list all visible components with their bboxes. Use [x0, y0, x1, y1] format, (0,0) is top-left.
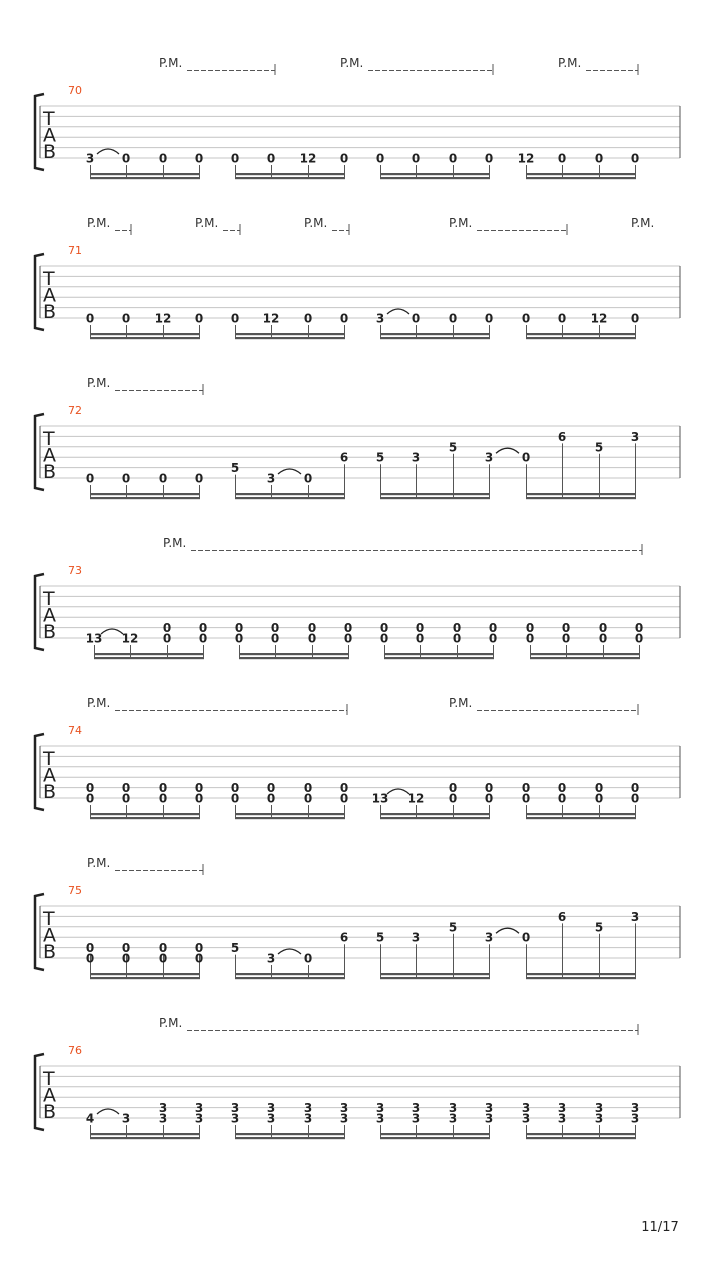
fret-number: 0: [557, 791, 567, 806]
fret-number: 0: [448, 781, 458, 796]
fret-number: 0: [121, 941, 131, 956]
fret-number: 0: [266, 781, 276, 796]
fret-number: 0: [634, 621, 644, 636]
fret-number: 3: [266, 1111, 276, 1126]
fret-number: 0: [484, 781, 494, 796]
tab-clef-letter: B: [43, 461, 57, 483]
beam: [90, 813, 200, 815]
fret-number: 3: [230, 1111, 240, 1126]
fret-number: 0: [158, 471, 168, 486]
fret-number: 0: [303, 951, 313, 966]
beam: [235, 977, 345, 979]
fret-number: 3: [557, 1101, 567, 1116]
beam: [380, 173, 490, 175]
beam: [526, 497, 636, 499]
beam: [90, 497, 200, 499]
fret-number: 0: [630, 151, 640, 166]
fret-number: 0: [521, 450, 531, 465]
palm-mute-label: P.M.: [87, 216, 111, 230]
fret-number: 0: [594, 791, 604, 806]
fret-number: 3: [375, 1101, 385, 1116]
fret-number: 0: [121, 311, 131, 326]
bar-number: 71: [68, 244, 82, 257]
bar-number: 74: [68, 724, 82, 737]
beam: [235, 177, 345, 179]
beam: [380, 177, 490, 179]
fret-number: 0: [488, 631, 498, 646]
fret-number: 3: [411, 930, 421, 945]
fret-number: 3: [158, 1101, 168, 1116]
fret-number: 0: [270, 631, 280, 646]
fret-number: 0: [415, 621, 425, 636]
fret-number: 0: [557, 781, 567, 796]
fret-number: 0: [303, 471, 313, 486]
fret-number: 3: [158, 1111, 168, 1126]
fret-number: 3: [630, 429, 640, 444]
palm-mute-label: P.M.: [87, 696, 111, 710]
slur-arc: [496, 448, 519, 453]
fret-number: 5: [375, 450, 385, 465]
fret-number: 0: [121, 471, 131, 486]
beam: [235, 497, 345, 499]
fret-number: 0: [521, 791, 531, 806]
fret-number: 0: [448, 791, 458, 806]
fret-number: 3: [121, 1111, 131, 1126]
fret-number: 0: [411, 311, 421, 326]
fret-number: 5: [594, 440, 604, 455]
beam: [90, 973, 200, 975]
beam: [380, 1137, 490, 1139]
palm-mute-label: P.M.: [449, 216, 473, 230]
fret-number: 5: [448, 440, 458, 455]
tab-clef-letter: T: [43, 908, 55, 930]
fret-number: 12: [121, 631, 139, 646]
bar-number: 72: [68, 404, 82, 417]
fret-number: 0: [158, 151, 168, 166]
fret-number: 0: [343, 621, 353, 636]
fret-number: 0: [448, 311, 458, 326]
tab-clef-letter: B: [43, 301, 57, 323]
beam: [235, 1137, 345, 1139]
beam: [384, 653, 494, 655]
fret-number: 3: [484, 1101, 494, 1116]
fret-number: 0: [230, 311, 240, 326]
beam: [526, 1133, 636, 1135]
fret-number: 0: [521, 930, 531, 945]
fret-number: 3: [594, 1111, 604, 1126]
beam: [90, 493, 200, 495]
fret-number: 0: [598, 631, 608, 646]
fret-number: 12: [154, 311, 172, 326]
fret-number: 3: [194, 1111, 204, 1126]
fret-number: 3: [375, 1111, 385, 1126]
beam: [530, 653, 640, 655]
fret-number: 12: [407, 791, 425, 806]
palm-mute-label: P.M.: [340, 56, 364, 70]
fret-number: 3: [484, 450, 494, 465]
fret-number: 5: [594, 920, 604, 935]
tab-clef-letter: A: [43, 604, 56, 627]
bar-number: 76: [68, 1044, 82, 1057]
fret-number: 6: [557, 909, 567, 924]
fret-number: 3: [303, 1101, 313, 1116]
tab-clef-letter: T: [43, 588, 55, 610]
beam: [380, 973, 490, 975]
fret-number: 0: [158, 941, 168, 956]
slur-arc: [278, 469, 301, 474]
tab-clef-letter: T: [43, 748, 55, 770]
beam: [90, 1137, 200, 1139]
fret-number: 0: [484, 311, 494, 326]
beam: [380, 333, 490, 335]
fret-number: 0: [85, 311, 95, 326]
fret-number: 3: [266, 471, 276, 486]
fret-number: 0: [452, 631, 462, 646]
fret-number: 0: [594, 151, 604, 166]
fret-number: 3: [230, 1101, 240, 1116]
fret-number: 3: [339, 1111, 349, 1126]
fret-number: 0: [121, 151, 131, 166]
beam: [239, 657, 349, 659]
fret-number: 0: [525, 631, 535, 646]
fret-number: 0: [198, 621, 208, 636]
fret-number: 0: [158, 791, 168, 806]
fret-number: 3: [266, 1101, 276, 1116]
beam: [90, 817, 200, 819]
fret-number: 3: [594, 1101, 604, 1116]
fret-number: 0: [85, 941, 95, 956]
beam: [380, 977, 490, 979]
beam: [526, 817, 636, 819]
beam: [235, 333, 345, 335]
fret-number: 5: [375, 930, 385, 945]
slur-arc: [496, 928, 519, 933]
beam: [235, 337, 345, 339]
fret-number: 5: [448, 920, 458, 935]
fret-number: 0: [121, 781, 131, 796]
beam: [235, 973, 345, 975]
fret-number: 0: [230, 791, 240, 806]
fret-number: 0: [307, 621, 317, 636]
fret-number: 3: [194, 1101, 204, 1116]
fret-number: 0: [194, 791, 204, 806]
fret-number: 3: [375, 311, 385, 326]
fret-number: 0: [303, 781, 313, 796]
fret-number: 0: [194, 151, 204, 166]
tab-clef-letter: B: [43, 1101, 57, 1123]
fret-number: 0: [557, 151, 567, 166]
beam: [235, 493, 345, 495]
fret-number: 0: [594, 781, 604, 796]
fret-number: 12: [299, 151, 317, 166]
fret-number: 3: [484, 1111, 494, 1126]
slur-arc: [97, 1109, 119, 1114]
fret-number: 0: [634, 631, 644, 646]
fret-number: 3: [630, 1111, 640, 1126]
fret-number: 0: [307, 631, 317, 646]
palm-mute-label: P.M.: [159, 1016, 183, 1030]
beam: [526, 1137, 636, 1139]
tab-clef-letter: A: [43, 284, 56, 307]
beam: [90, 977, 200, 979]
palm-mute-label: P.M.: [304, 216, 328, 230]
tab-clef-letter: B: [43, 941, 57, 963]
fret-number: 0: [448, 151, 458, 166]
tab-clef-letter: B: [43, 141, 57, 163]
fret-number: 3: [266, 951, 276, 966]
fret-number: 0: [158, 781, 168, 796]
fret-number: 13: [371, 791, 389, 806]
fret-number: 0: [270, 621, 280, 636]
fret-number: 0: [85, 471, 95, 486]
fret-number: 13: [85, 631, 103, 646]
beam: [380, 337, 490, 339]
beam: [530, 657, 640, 659]
fret-number: 0: [121, 951, 131, 966]
fret-number: 0: [339, 791, 349, 806]
palm-mute-label: P.M.: [87, 376, 111, 390]
fret-number: 0: [303, 791, 313, 806]
fret-number: 0: [230, 781, 240, 796]
fret-number: 6: [557, 429, 567, 444]
beam: [235, 173, 345, 175]
bar-number: 70: [68, 84, 82, 97]
fret-number: 0: [234, 631, 244, 646]
fret-number: 0: [630, 791, 640, 806]
slur-arc: [101, 629, 123, 634]
tab-clef-letter: T: [43, 428, 55, 450]
fret-number: 0: [598, 621, 608, 636]
fret-number: 3: [557, 1111, 567, 1126]
tab-clef-letter: B: [43, 621, 57, 643]
palm-mute-label: P.M.: [163, 536, 187, 550]
fret-number: 0: [488, 621, 498, 636]
fret-number: 0: [162, 621, 172, 636]
palm-mute-label: P.M.: [631, 216, 655, 230]
fret-number: 0: [521, 781, 531, 796]
fret-number: 0: [198, 631, 208, 646]
fret-number: 0: [415, 631, 425, 646]
fret-number: 6: [339, 450, 349, 465]
fret-number: 0: [85, 781, 95, 796]
beam: [526, 977, 636, 979]
fret-number: 12: [262, 311, 280, 326]
fret-number: 3: [448, 1111, 458, 1126]
fret-number: 0: [561, 621, 571, 636]
fret-number: 0: [379, 621, 389, 636]
fret-number: 0: [557, 311, 567, 326]
fret-number: 0: [452, 621, 462, 636]
tab-clef-letter: T: [43, 1068, 55, 1090]
fret-number: 4: [85, 1111, 95, 1126]
fret-number: 0: [484, 151, 494, 166]
fret-number: 0: [343, 631, 353, 646]
fret-number: 0: [266, 151, 276, 166]
fret-number: 3: [411, 1111, 421, 1126]
beam: [380, 493, 490, 495]
fret-number: 0: [303, 311, 313, 326]
palm-mute-label: P.M.: [449, 696, 473, 710]
fret-number: 0: [85, 951, 95, 966]
fret-number: 0: [194, 781, 204, 796]
fret-number: 0: [561, 631, 571, 646]
fret-number: 0: [266, 791, 276, 806]
fret-number: 0: [630, 781, 640, 796]
slur-arc: [97, 149, 119, 154]
beam: [90, 333, 200, 335]
slur-arc: [387, 789, 409, 794]
beam: [90, 177, 200, 179]
fret-number: 0: [194, 471, 204, 486]
beam: [94, 657, 204, 659]
fret-number: 3: [484, 930, 494, 945]
fret-number: 0: [630, 311, 640, 326]
fret-number: 5: [230, 941, 240, 956]
palm-mute-label: P.M.: [558, 56, 582, 70]
fret-number: 0: [484, 791, 494, 806]
fret-number: 12: [590, 311, 608, 326]
fret-number: 0: [162, 631, 172, 646]
beam: [380, 497, 490, 499]
fret-number: 3: [448, 1101, 458, 1116]
fret-number: 3: [630, 909, 640, 924]
tab-clef-letter: A: [43, 1084, 56, 1107]
palm-mute-label: P.M.: [159, 56, 183, 70]
fret-number: 0: [194, 951, 204, 966]
beam: [526, 973, 636, 975]
beam: [526, 493, 636, 495]
fret-number: 0: [379, 631, 389, 646]
beam: [94, 653, 204, 655]
fret-number: 0: [411, 151, 421, 166]
palm-mute-label: P.M.: [195, 216, 219, 230]
tab-clef-letter: A: [43, 444, 56, 467]
bar-number: 75: [68, 884, 82, 897]
bar-number: 73: [68, 564, 82, 577]
tab-clef-letter: T: [43, 108, 55, 130]
fret-number: 12: [517, 151, 535, 166]
beam: [380, 1133, 490, 1135]
tab-clef-letter: A: [43, 924, 56, 947]
tab-clef-letter: T: [43, 268, 55, 290]
fret-number: 0: [521, 311, 531, 326]
fret-number: 0: [339, 311, 349, 326]
fret-number: 0: [121, 791, 131, 806]
beam: [235, 1133, 345, 1135]
fret-number: 0: [85, 791, 95, 806]
tab-clef-letter: A: [43, 764, 56, 787]
fret-number: 6: [339, 930, 349, 945]
palm-mute-label: P.M.: [87, 856, 111, 870]
beam: [526, 337, 636, 339]
fret-number: 0: [230, 151, 240, 166]
fret-number: 3: [411, 450, 421, 465]
beam: [235, 813, 345, 815]
beam: [526, 177, 636, 179]
slur-arc: [387, 309, 409, 314]
tab-clef-letter: B: [43, 781, 57, 803]
fret-number: 3: [339, 1101, 349, 1116]
beam: [526, 173, 636, 175]
fret-number: 3: [85, 151, 95, 166]
fret-number: 0: [525, 621, 535, 636]
beam: [380, 813, 490, 815]
beam: [235, 817, 345, 819]
page-number: 11/17: [641, 1220, 679, 1235]
beam: [239, 653, 349, 655]
slur-arc: [278, 949, 301, 954]
beam: [90, 173, 200, 175]
fret-number: 0: [194, 941, 204, 956]
beam: [90, 337, 200, 339]
tab-clef-letter: A: [43, 124, 56, 147]
fret-number: 3: [630, 1101, 640, 1116]
beam: [90, 1133, 200, 1135]
fret-number: 0: [339, 151, 349, 166]
beam: [384, 657, 494, 659]
beam: [526, 333, 636, 335]
fret-number: 0: [234, 621, 244, 636]
fret-number: 0: [194, 311, 204, 326]
fret-number: 3: [521, 1111, 531, 1126]
fret-number: 0: [375, 151, 385, 166]
beam: [526, 813, 636, 815]
fret-number: 3: [303, 1111, 313, 1126]
fret-number: 0: [158, 951, 168, 966]
fret-number: 0: [339, 781, 349, 796]
fret-number: 5: [230, 461, 240, 476]
beam: [380, 817, 490, 819]
fret-number: 3: [411, 1101, 421, 1116]
fret-number: 3: [521, 1101, 531, 1116]
